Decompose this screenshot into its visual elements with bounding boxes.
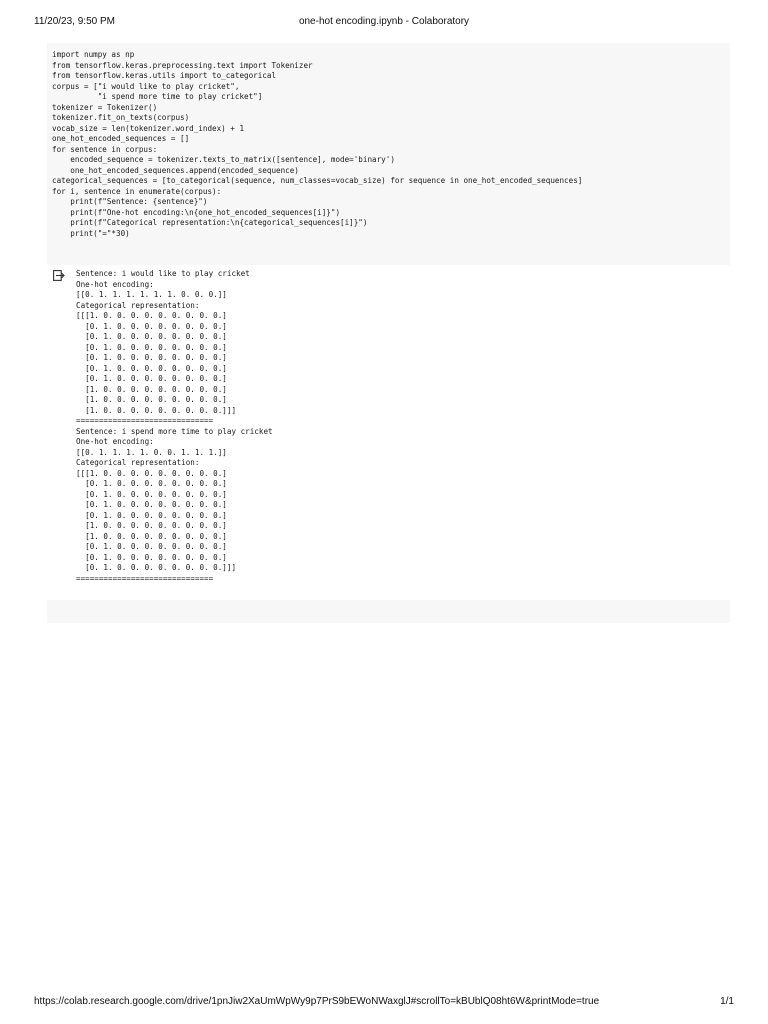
empty-code-cell[interactable] [47,600,730,623]
print-footer [34,996,734,1010]
print-datetime: 11/20/23, 9:50 PM [34,16,115,27]
cell-output [47,266,730,586]
page-number: 1/1 [720,996,734,1007]
code-cell[interactable] [47,43,730,265]
print-header [34,16,734,30]
output-text: Sentence: i would like to play cricket One-hot encoding: [[0. 1. 1. 1. 1. 1. 1. 0. 0. 0.]] Categorical representation: [[[1. 0. 0. 0. 0. 0. 0. 0. 0. 0.] [0. 1. 0. 0. 0. 0. 0. 0. 0. 0.] [0. 1. 0. 0. 0. 0. 0. 0. 0. 0.] [0. 1. 0. 0. 0. 0. 0. 0. 0. 0.] [0. 1. 0. 0. 0. 0. 0. 0. 0. 0.] [0. 1. 0. 0. 0. 0. 0. 0. 0. 0.] [0. 1. 0. 0. 0. 0. 0. 0. 0. 0.] [1. 0. 0. 0. 0. 0. 0. 0. 0. 0.] [1. 0. 0. 0. 0. 0. 0. 0. 0. 0.] [1. 0. 0. 0. 0. 0. 0. 0. 0. 0.]]] ============================== Sentence: i spend more time to play cricket One-hot encoding: [[0. 1. 1. 1. 1. 0. 0. 1. 1. 1.]] Categorical representation: [[[1. 0. 0. 0. 0. 0. 0. 0. 0. 0.] [0. 1. 0. 0. 0. 0. 0. 0. 0. 0.] [0. 1. 0. 0. 0. 0. 0. 0. 0. 0.] [0. 1. 0. 0. 0. 0. 0. 0. 0. 0.] [0. 1. 0. 0. 0. 0. 0. 0. 0. 0.] [1. 0. 0. 0. 0. 0. 0. 0. 0. 0.] [1. 0. 0. 0. 0. 0. 0. 0. 0. 0.] [0. 1. 0. 0. 0. 0. 0. 0. 0. 0.] [0. 1. 0. 0. 0. 0. 0. 0. 0. 0.] [0. 1. 0. 0. 0. 0. 0. 0. 0. 0.]]] ============================== [76,269,273,583]
code-editor[interactable]: import numpy as np from tensorflow.keras.preprocessing.text import Tokenizer from tensorflow.keras.utils import to_categorical corpus = ["i would like to play cricket", "i spend more time to play cricket"] tokenizer = Tokenizer() tokenizer.fit_on_texts(corpus) vocab_size = len(tokenizer.word_index) + 1 one_hot_encoded_sequences = [] for sentence in corpus: encoded_sequence = tokenizer.texts_to_matrix([sentence], mode='binary') one_hot_encoded_sequences.append(encoded_sequence) categorical_sequences = [to_categorical(sequence, num_classes=vocab_size) for sequence in one_hot_encoded_sequences] for i, sentence in enumerate(corpus): print(f"Sentence: {sentence}") print(f"One-hot encoding:\n{one_hot_encoded_sequences[i]}") print(f"Categorical representation:\n{categorical_sequences[i]}") print("="*30) [52,50,583,238]
output-arrow-icon[interactable] [53,268,65,279]
page-url: https://colab.research.google.com/drive/1pnJiw2XaUmWpWy9p7PrS9bEWoNWaxglJ#scrollTo=kBUblQ08ht6W&printMode=true [34,996,600,1007]
notebook-title: one-hot encoding.ipynb - Colaboratory [298,16,470,27]
